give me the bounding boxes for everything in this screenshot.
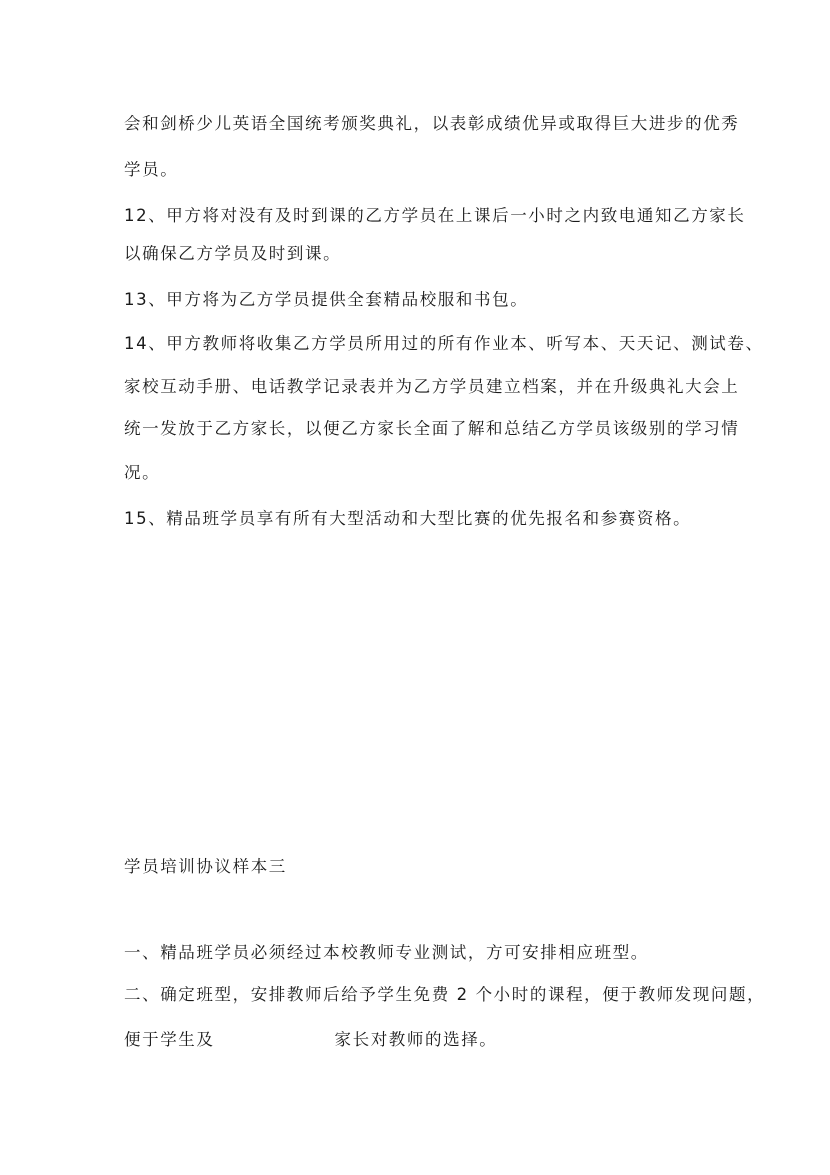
paragraph-line: 15、精品班学员享有所有大型活动和大型比赛的优先报名和参赛资格。: [124, 509, 692, 528]
paragraph-line: 二、确定班型，安排教师后给予学生免费 2 个小时的课程，便于教师发现问题，: [124, 985, 766, 1004]
paragraph-line: 14、甲方教师将收集乙方学员所用过的所有作业本、听写本、天天记、测试卷、: [124, 334, 764, 353]
last-line-left: 便于学生及: [124, 1030, 215, 1049]
paragraph-line: 一、精品班学员必须经过本校教师专业测试，方可安排相应班型。: [124, 943, 649, 962]
section-title: 学员培训协议样本三: [124, 857, 287, 876]
paragraph-line: [124, 1029, 497, 1051]
paragraph-line: 况。: [124, 463, 161, 482]
last-line-right: 家长对教师的选择。: [334, 1030, 498, 1049]
paragraph-line: 会和剑桥少儿英语全国统考颁奖典礼，以表彰成绩优异或取得巨大进步的优秀: [124, 114, 740, 133]
paragraph-line: 12、甲方将对没有及时到课的乙方学员在上课后一小时之内致电通知乙方家长: [124, 206, 746, 225]
paragraph-line: 以确保乙方学员及时到课。: [124, 244, 342, 263]
paragraph-line: 家校互动手册、电话教学记录表并为乙方学员建立档案，并在升级典礼大会上: [124, 377, 740, 396]
paragraph-line: 统一发放于乙方家长，以便乙方家长全面了解和总结乙方学员该级别的学习情: [124, 419, 740, 438]
paragraph-line: 学员。: [124, 160, 179, 179]
paragraph-line: 13、甲方将为乙方学员提供全套精品校服和书包。: [124, 290, 529, 309]
